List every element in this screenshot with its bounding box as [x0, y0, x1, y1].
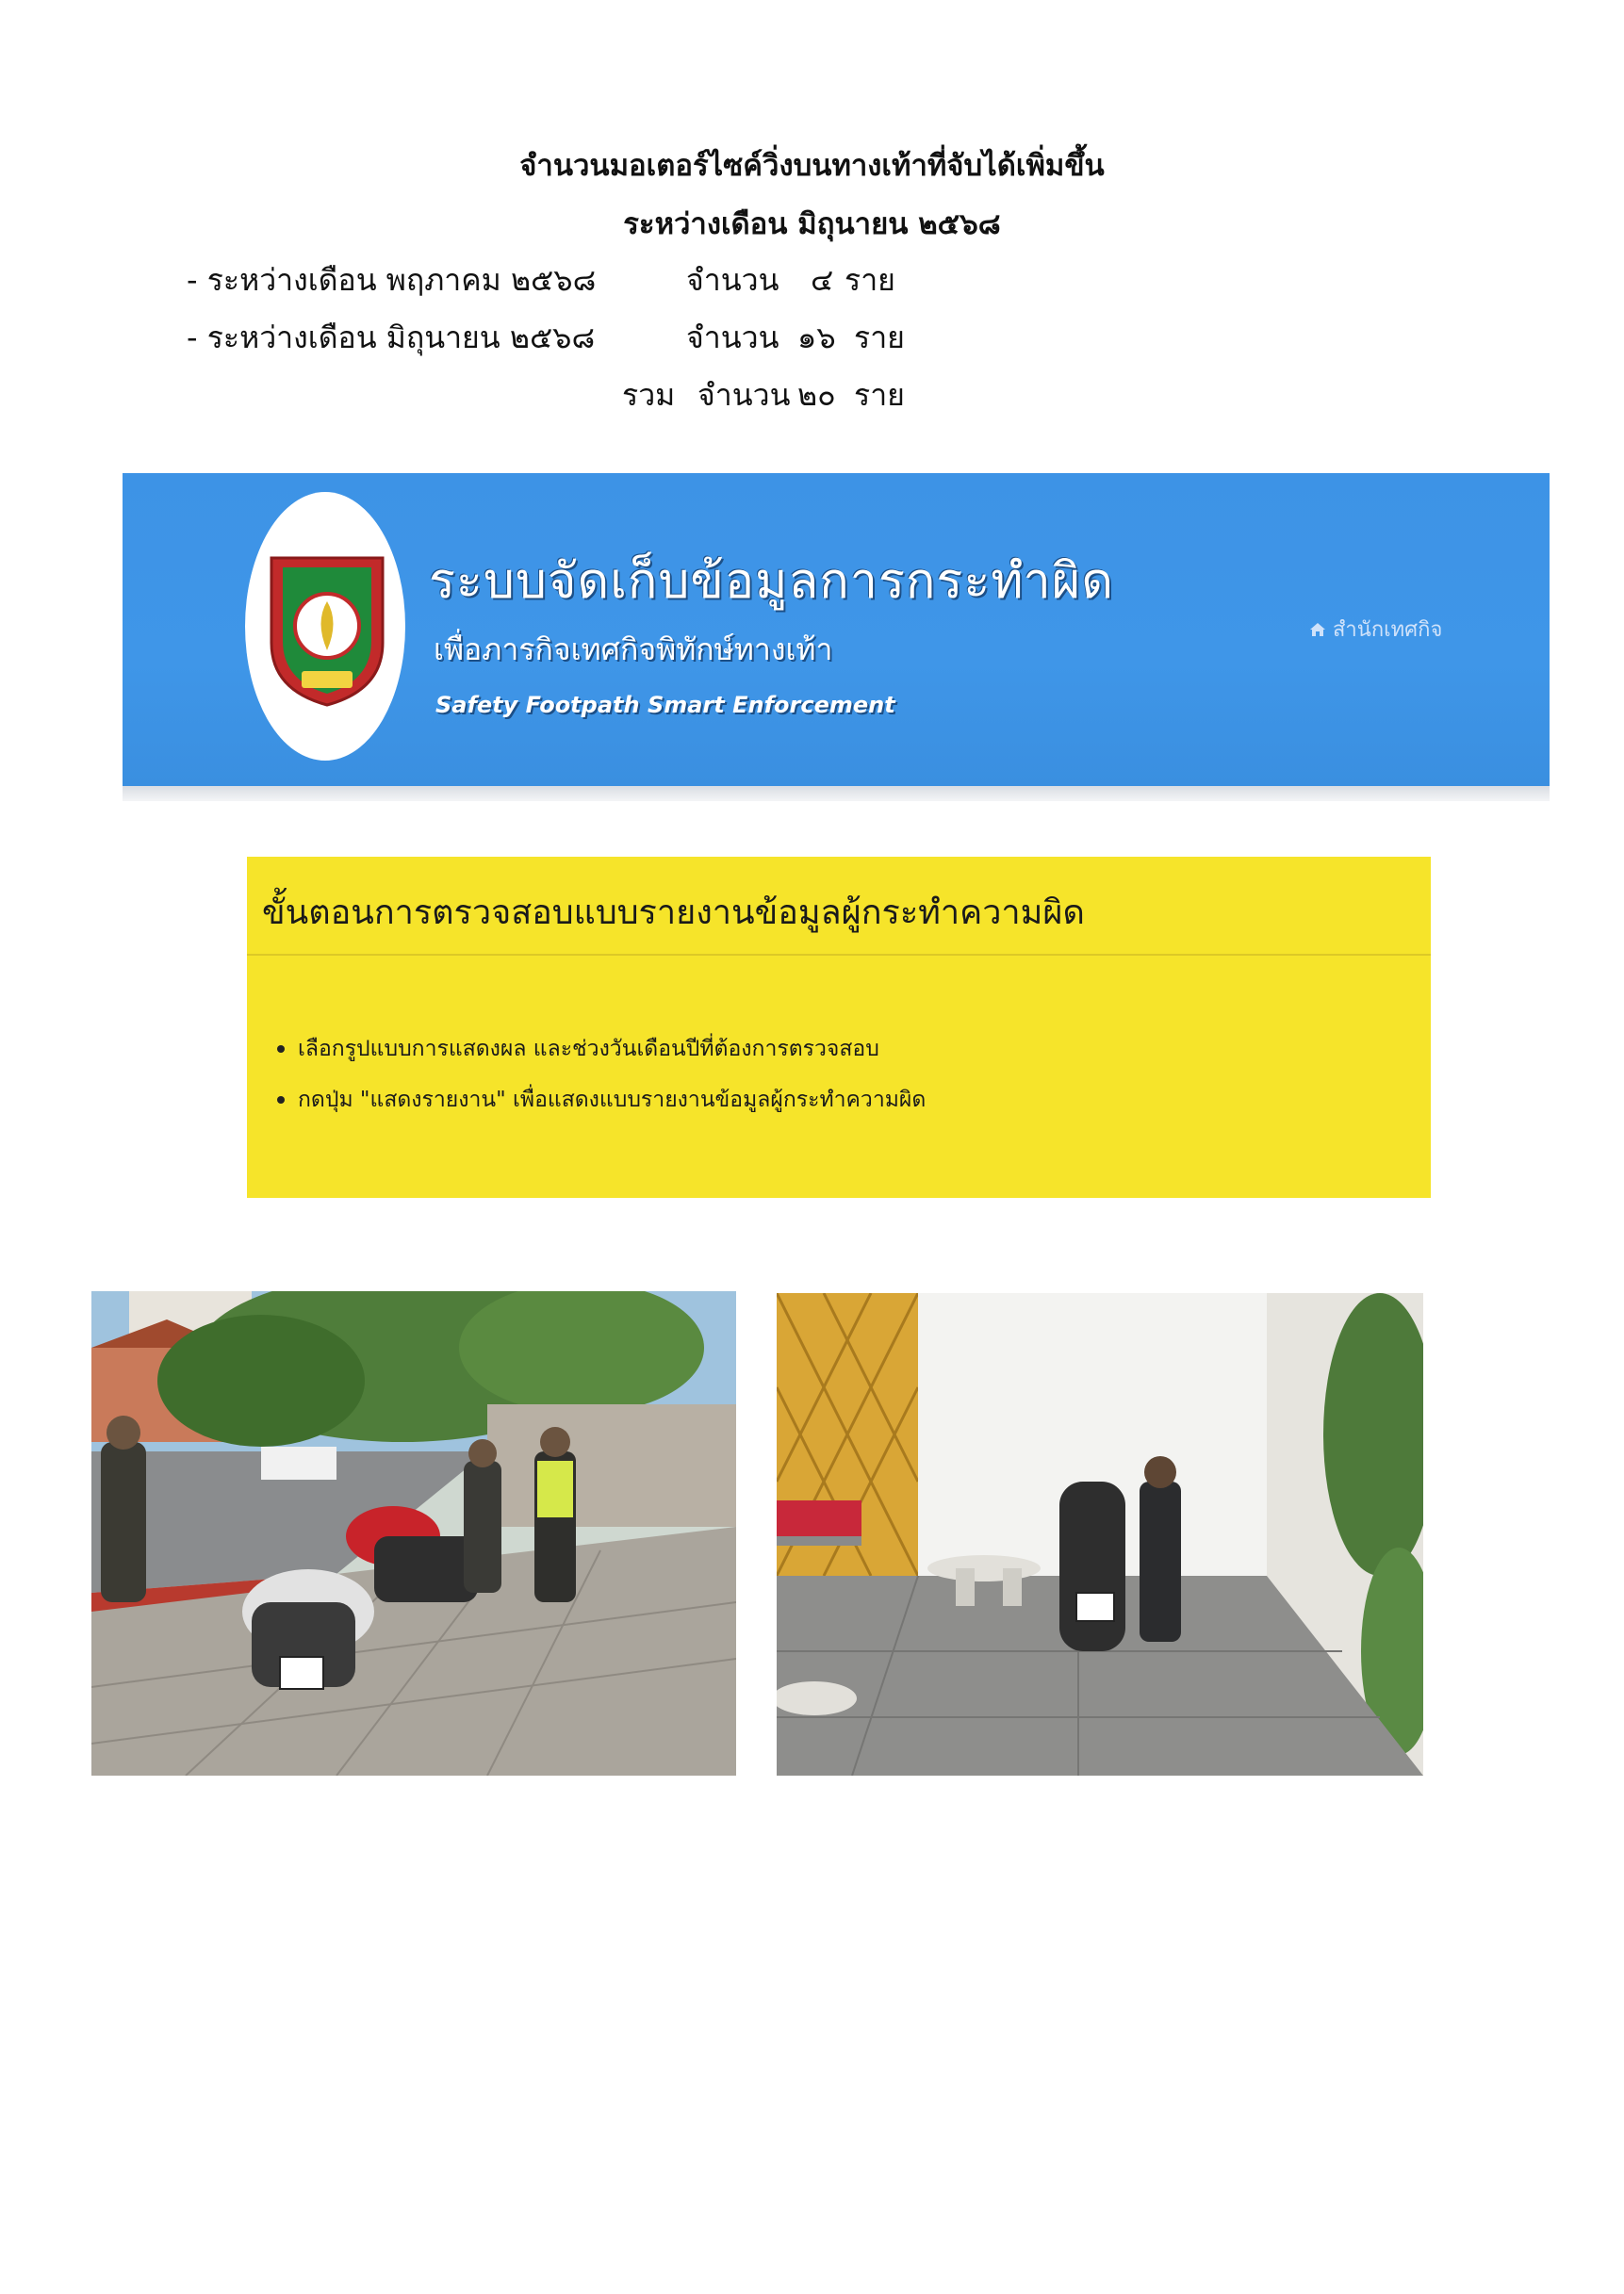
- instruction-text: เลือกรูปแบบการแสดงผล และช่วงวันเดือนปีที่ต้องการตรวจสอบ: [298, 1037, 879, 1061]
- system-banner: [123, 473, 1550, 786]
- banner-english-title: Safety Footpath Smart Enforcement: [435, 692, 895, 718]
- bullet-icon: [277, 1096, 285, 1104]
- count-amount-may: ๔: [811, 262, 834, 298]
- banner-shadow: [123, 786, 1550, 801]
- alley-enforcement-photo: [777, 1293, 1423, 1776]
- count-period-june: - ระหว่างเดือน มิถุนายน ๒๕๖๘: [187, 320, 596, 355]
- count-label-june: จำนวน: [686, 320, 779, 355]
- document-title: จำนวนมอเตอร์ไซค์วิ่งบนทางเท้าที่จับได้เพิ่มขึ้น: [519, 149, 1105, 183]
- total-label: รวม: [622, 377, 676, 413]
- document-subtitle: ระหว่างเดือน มิถุนายน ๒๕๖๘: [623, 207, 1001, 241]
- instruction-item: [277, 1032, 879, 1066]
- street-enforcement-photo: [91, 1291, 736, 1776]
- home-nav-link[interactable]: [1308, 613, 1442, 646]
- count-unit-june: ราย: [854, 320, 905, 355]
- home-nav-label: สำนักเทศกิจ: [1333, 618, 1443, 642]
- home-icon: [1308, 620, 1327, 639]
- instruction-item: [277, 1083, 926, 1117]
- total-amount-label: จำนวน: [697, 377, 791, 413]
- instructions-divider: [247, 954, 1431, 956]
- instructions-panel: [247, 857, 1431, 1198]
- count-unit-may: ราย: [845, 262, 895, 298]
- bullet-icon: [277, 1045, 285, 1053]
- banner-subtitle: เพื่อภารกิจเทศกิจพิทักษ์ทางเท้า: [434, 631, 833, 667]
- instructions-title: ขั้นตอนการตรวจสอบแบบรายงานข้อมูลผู้กระทำความผิด: [262, 893, 1085, 932]
- banner-title: ระบบจัดเก็บข้อมูลการกระทำผิด: [429, 553, 1114, 610]
- count-period-may: - ระหว่างเดือน พฤภาคม ๒๕๖๘: [187, 262, 597, 298]
- instruction-text: กดปุ่ม "แสดงรายงาน" เพื่อแสดงแบบรายงานข้อมูลผู้กระทำความผิด: [298, 1088, 927, 1112]
- count-amount-june: ๑๖: [797, 320, 836, 355]
- bma-tessakij-logo-icon: [264, 539, 390, 709]
- total-unit: ราย: [854, 377, 905, 413]
- total-amount: ๒๐: [797, 377, 836, 413]
- count-label-may: จำนวน: [686, 262, 779, 298]
